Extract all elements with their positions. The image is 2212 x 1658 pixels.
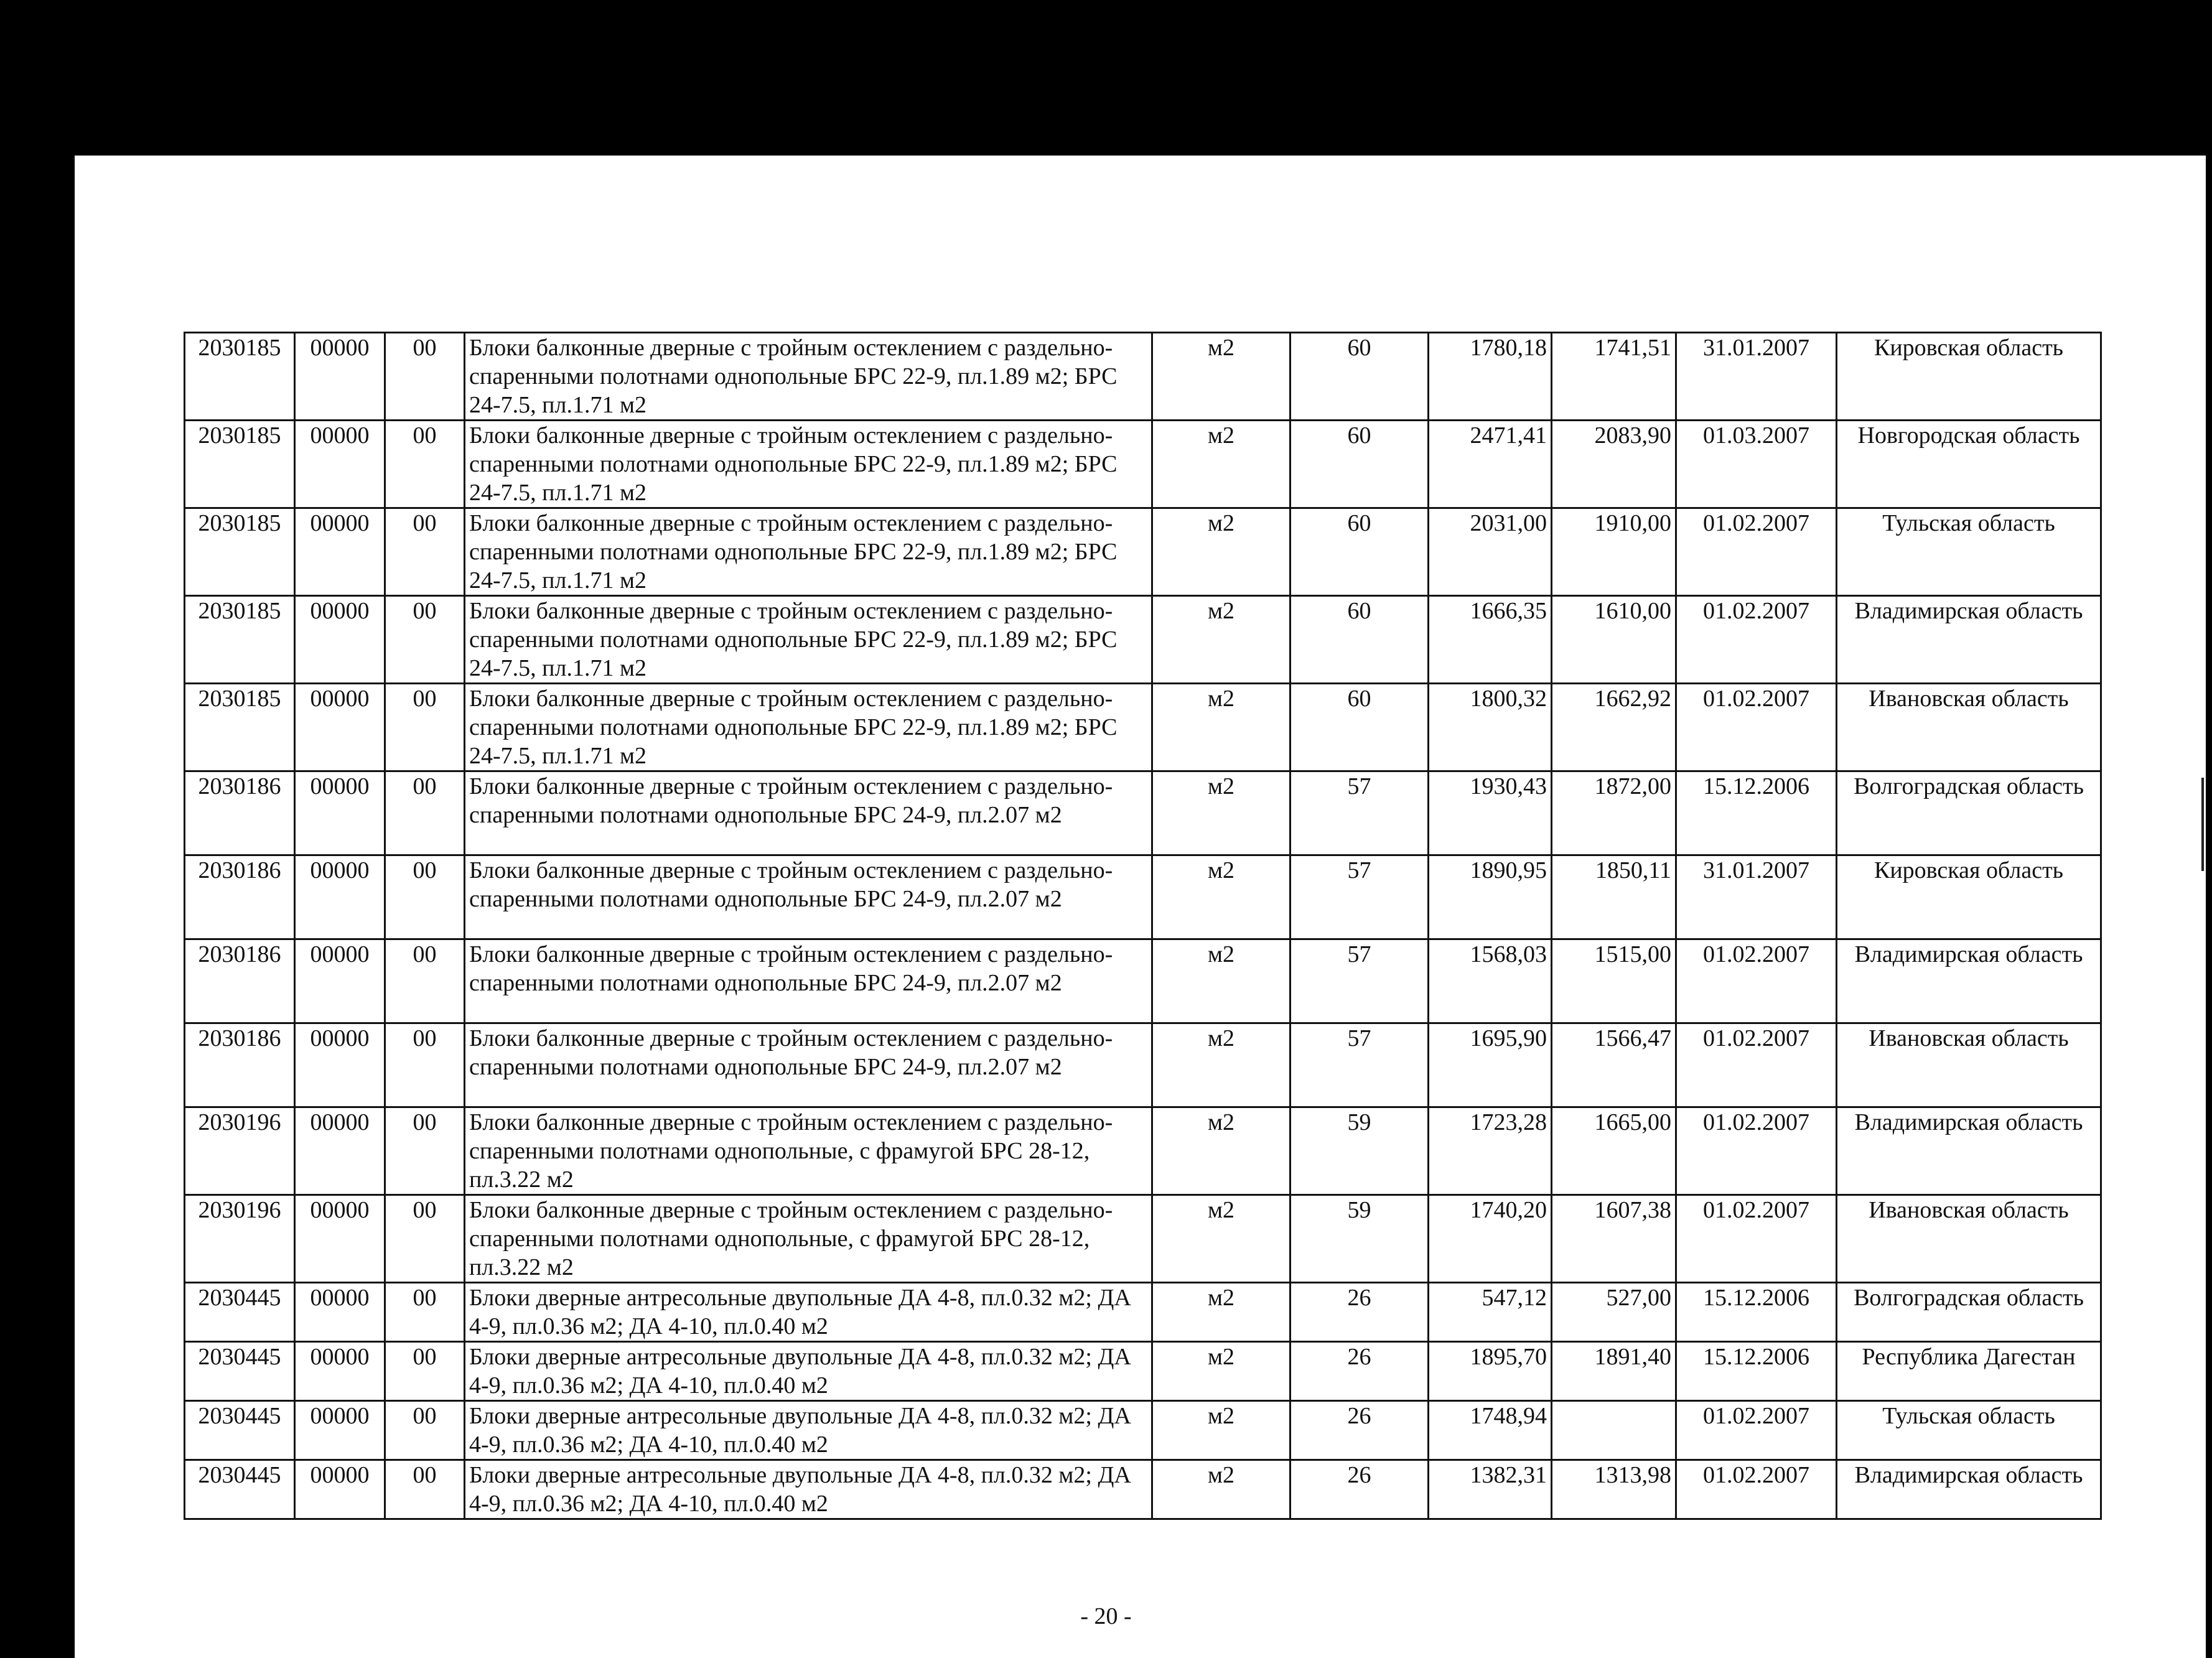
subcode-cell: 00000 (295, 333, 385, 421)
date-cell: 01.02.2007 (1676, 508, 1837, 596)
region-cell: Волгоградская область (1837, 1283, 2101, 1342)
price-alt-cell: 1872,00 (1552, 771, 1676, 855)
quantity-cell: 59 (1290, 1195, 1429, 1283)
region-cell: Кировская область (1837, 855, 2101, 939)
table-row (185, 1401, 2101, 1460)
subcode-cell: 00000 (295, 1107, 385, 1195)
code-cell: 2030185 (185, 421, 295, 508)
quantity-cell: 60 (1290, 421, 1429, 508)
description-cell: Блоки балконные дверные с тройным остеклением с раздельно-спаренными полотнами однопольные БРС 22-9, пл.1.89 м2; БРС 24-7.5, пл.1.71 м2 (465, 421, 1152, 508)
table-row (185, 1023, 2101, 1107)
price-cell: 1895,70 (1429, 1342, 1552, 1401)
quantity-cell: 26 (1290, 1401, 1429, 1460)
unit-cell: м2 (1152, 855, 1290, 939)
date-cell: 15.12.2006 (1676, 1283, 1837, 1342)
description-cell: Блоки балконные дверные с тройным остеклением с раздельно-спаренными полотнами однопольные БРС 24-9, пл.2.07 м2 (465, 1023, 1152, 1107)
description-cell: Блоки балконные дверные с тройным остеклением с раздельно-спаренными полотнами однопольные БРС 24-9, пл.2.07 м2 (465, 939, 1152, 1023)
description-cell: Блоки балконные дверные с тройным остеклением с раздельно-спаренными полотнами однопольные БРС 24-9, пл.2.07 м2 (465, 855, 1152, 939)
version-cell: 00 (385, 508, 465, 596)
code-cell: 2030445 (185, 1401, 295, 1460)
unit-cell: м2 (1152, 333, 1290, 421)
code-cell: 2030196 (185, 1195, 295, 1283)
table-row (185, 939, 2101, 1023)
region-cell: Ивановская область (1837, 1023, 2101, 1107)
date-cell: 01.02.2007 (1676, 1460, 1837, 1519)
subcode-cell: 00000 (295, 596, 385, 684)
region-cell: Новгородская область (1837, 421, 2101, 508)
price-alt-cell: 1850,11 (1552, 855, 1676, 939)
date-cell: 01.02.2007 (1676, 596, 1837, 684)
price-cell: 1666,35 (1429, 596, 1552, 684)
region-cell: Ивановская область (1837, 684, 2101, 771)
table-row (185, 1460, 2101, 1519)
quantity-cell: 57 (1290, 855, 1429, 939)
date-cell: 01.02.2007 (1676, 1023, 1837, 1107)
quantity-cell: 60 (1290, 596, 1429, 684)
price-alt-cell: 1662,92 (1552, 684, 1676, 771)
price-alt-cell: 1607,38 (1552, 1195, 1676, 1283)
subcode-cell: 00000 (295, 1401, 385, 1460)
subcode-cell: 00000 (295, 684, 385, 771)
code-cell: 2030185 (185, 508, 295, 596)
date-cell: 01.02.2007 (1676, 1107, 1837, 1195)
price-cell: 1890,95 (1429, 855, 1552, 939)
price-cell: 1695,90 (1429, 1023, 1552, 1107)
date-cell: 15.12.2006 (1676, 771, 1837, 855)
description-cell: Блоки дверные антресольные двупольные ДА 4-8, пл.0.32 м2; ДА 4-9, пл.0.36 м2; ДА 4-10, пл.0.40 м2 (465, 1283, 1152, 1342)
price-cell: 1780,18 (1429, 333, 1552, 421)
code-cell: 2030186 (185, 939, 295, 1023)
price-alt-cell: 1313,98 (1552, 1460, 1676, 1519)
unit-cell: м2 (1152, 939, 1290, 1023)
price-cell: 1800,32 (1429, 684, 1552, 771)
code-cell: 2030445 (185, 1460, 295, 1519)
version-cell: 00 (385, 1401, 465, 1460)
unit-cell: м2 (1152, 1342, 1290, 1401)
description-cell: Блоки дверные антресольные двупольные ДА 4-8, пл.0.32 м2; ДА 4-9, пл.0.36 м2; ДА 4-10, пл.0.40 м2 (465, 1401, 1152, 1460)
region-cell: Ивановская область (1837, 1195, 2101, 1283)
price-cell: 2031,00 (1429, 508, 1552, 596)
price-table-body (185, 333, 2101, 1519)
table-row (185, 1107, 2101, 1195)
code-cell: 2030186 (185, 855, 295, 939)
region-cell: Тульская область (1837, 1401, 2101, 1460)
table-row (185, 1342, 2101, 1401)
code-cell: 2030185 (185, 684, 295, 771)
code-cell: 2030185 (185, 596, 295, 684)
price-alt-cell: 1610,00 (1552, 596, 1676, 684)
region-cell: Кировская область (1837, 333, 2101, 421)
table-row (185, 855, 2101, 939)
table-row (185, 684, 2101, 771)
version-cell: 00 (385, 333, 465, 421)
version-cell: 00 (385, 855, 465, 939)
price-cell: 1740,20 (1429, 1195, 1552, 1283)
subcode-cell: 00000 (295, 1460, 385, 1519)
table-row (185, 1195, 2101, 1283)
code-cell: 2030445 (185, 1342, 295, 1401)
page-number: - 20 - (1080, 1603, 1132, 1629)
price-alt-cell: 1910,00 (1552, 508, 1676, 596)
table-row (185, 596, 2101, 684)
quantity-cell: 57 (1290, 939, 1429, 1023)
region-cell: Владимирская область (1837, 939, 2101, 1023)
version-cell: 00 (385, 1107, 465, 1195)
subcode-cell: 00000 (295, 421, 385, 508)
region-cell: Республика Дагестан (1837, 1342, 2101, 1401)
price-cell: 547,12 (1429, 1283, 1552, 1342)
region-cell: Волгоградская область (1837, 771, 2101, 855)
unit-cell: м2 (1152, 508, 1290, 596)
code-cell: 2030186 (185, 1023, 295, 1107)
unit-cell: м2 (1152, 1283, 1290, 1342)
unit-cell: м2 (1152, 1195, 1290, 1283)
version-cell: 00 (385, 771, 465, 855)
description-cell: Блоки балконные дверные с тройным остеклением с раздельно-спаренными полотнами однопольные БРС 22-9, пл.1.89 м2; БРС 24-7.5, пл.1.71 м2 (465, 684, 1152, 771)
region-cell: Владимирская область (1837, 1460, 2101, 1519)
unit-cell: м2 (1152, 1023, 1290, 1107)
scan-edge-mark (2201, 778, 2204, 871)
unit-cell: м2 (1152, 421, 1290, 508)
date-cell: 01.02.2007 (1676, 684, 1837, 771)
date-cell: 01.03.2007 (1676, 421, 1837, 508)
price-cell: 1568,03 (1429, 939, 1552, 1023)
version-cell: 00 (385, 1195, 465, 1283)
code-cell: 2030185 (185, 333, 295, 421)
price-alt-cell: 1741,51 (1552, 333, 1676, 421)
code-cell: 2030196 (185, 1107, 295, 1195)
quantity-cell: 60 (1290, 508, 1429, 596)
version-cell: 00 (385, 684, 465, 771)
version-cell: 00 (385, 1283, 465, 1342)
unit-cell: м2 (1152, 596, 1290, 684)
price-alt-cell (1552, 1401, 1676, 1460)
scan-left-border (0, 156, 75, 1658)
description-cell: Блоки дверные антресольные двупольные ДА 4-8, пл.0.32 м2; ДА 4-9, пл.0.36 м2; ДА 4-10, пл.0.40 м2 (465, 1342, 1152, 1401)
quantity-cell: 57 (1290, 771, 1429, 855)
subcode-cell: 00000 (295, 855, 385, 939)
table-row (185, 771, 2101, 855)
region-cell: Владимирская область (1837, 1107, 2101, 1195)
version-cell: 00 (385, 1460, 465, 1519)
price-table (184, 332, 2102, 1520)
price-alt-cell: 1665,00 (1552, 1107, 1676, 1195)
description-cell: Блоки дверные антресольные двупольные ДА 4-8, пл.0.32 м2; ДА 4-9, пл.0.36 м2; ДА 4-10, пл.0.40 м2 (465, 1460, 1152, 1519)
price-alt-cell: 1566,47 (1552, 1023, 1676, 1107)
version-cell: 00 (385, 1023, 465, 1107)
price-cell: 1930,43 (1429, 771, 1552, 855)
unit-cell: м2 (1152, 1107, 1290, 1195)
quantity-cell: 59 (1290, 1107, 1429, 1195)
quantity-cell: 26 (1290, 1342, 1429, 1401)
description-cell: Блоки балконные дверные с тройным остеклением с раздельно-спаренными полотнами однопольные БРС 24-9, пл.2.07 м2 (465, 771, 1152, 855)
price-alt-cell: 527,00 (1552, 1283, 1676, 1342)
subcode-cell: 00000 (295, 508, 385, 596)
subcode-cell: 00000 (295, 1283, 385, 1342)
price-alt-cell: 1515,00 (1552, 939, 1676, 1023)
description-cell: Блоки балконные дверные с тройным остеклением с раздельно-спаренными полотнами однопольные БРС 22-9, пл.1.89 м2; БРС 24-7.5, пл.1.71 м2 (465, 596, 1152, 684)
version-cell: 00 (385, 596, 465, 684)
quantity-cell: 26 (1290, 1460, 1429, 1519)
version-cell: 00 (385, 1342, 465, 1401)
subcode-cell: 00000 (295, 939, 385, 1023)
description-cell: Блоки балконные дверные с тройным остеклением с раздельно-спаренными полотнами однопольные, с фрамугой БРС 28-12, пл.3.22 м2 (465, 1107, 1152, 1195)
date-cell: 31.01.2007 (1676, 855, 1837, 939)
description-cell: Блоки балконные дверные с тройным остеклением с раздельно-спаренными полотнами однопольные, с фрамугой БРС 28-12, пл.3.22 м2 (465, 1195, 1152, 1283)
quantity-cell: 26 (1290, 1283, 1429, 1342)
table-row (185, 1283, 2101, 1342)
price-cell: 1748,94 (1429, 1401, 1552, 1460)
quantity-cell: 60 (1290, 684, 1429, 771)
region-cell: Владимирская область (1837, 596, 2101, 684)
version-cell: 00 (385, 939, 465, 1023)
unit-cell: м2 (1152, 1460, 1290, 1519)
date-cell: 01.02.2007 (1676, 939, 1837, 1023)
code-cell: 2030445 (185, 1283, 295, 1342)
date-cell: 15.12.2006 (1676, 1342, 1837, 1401)
date-cell: 01.02.2007 (1676, 1401, 1837, 1460)
price-cell: 1382,31 (1429, 1460, 1552, 1519)
table-row (185, 421, 2101, 508)
price-alt-cell: 1891,40 (1552, 1342, 1676, 1401)
description-cell: Блоки балконные дверные с тройным остеклением с раздельно-спаренными полотнами однопольные БРС 22-9, пл.1.89 м2; БРС 24-7.5, пл.1.71 м2 (465, 333, 1152, 421)
date-cell: 01.02.2007 (1676, 1195, 1837, 1283)
table-row (185, 508, 2101, 596)
quantity-cell: 57 (1290, 1023, 1429, 1107)
quantity-cell: 60 (1290, 333, 1429, 421)
subcode-cell: 00000 (295, 1342, 385, 1401)
date-cell: 31.01.2007 (1676, 333, 1837, 421)
unit-cell: м2 (1152, 1401, 1290, 1460)
version-cell: 00 (385, 421, 465, 508)
description-cell: Блоки балконные дверные с тройным остеклением с раздельно-спаренными полотнами однопольные БРС 22-9, пл.1.89 м2; БРС 24-7.5, пл.1.71 м2 (465, 508, 1152, 596)
region-cell: Тульская область (1837, 508, 2101, 596)
unit-cell: м2 (1152, 771, 1290, 855)
subcode-cell: 00000 (295, 1195, 385, 1283)
subcode-cell: 00000 (295, 771, 385, 855)
price-cell: 1723,28 (1429, 1107, 1552, 1195)
subcode-cell: 00000 (295, 1023, 385, 1107)
price-cell: 2471,41 (1429, 421, 1552, 508)
price-alt-cell: 2083,90 (1552, 421, 1676, 508)
table-row (185, 333, 2101, 421)
code-cell: 2030186 (185, 771, 295, 855)
unit-cell: м2 (1152, 684, 1290, 771)
